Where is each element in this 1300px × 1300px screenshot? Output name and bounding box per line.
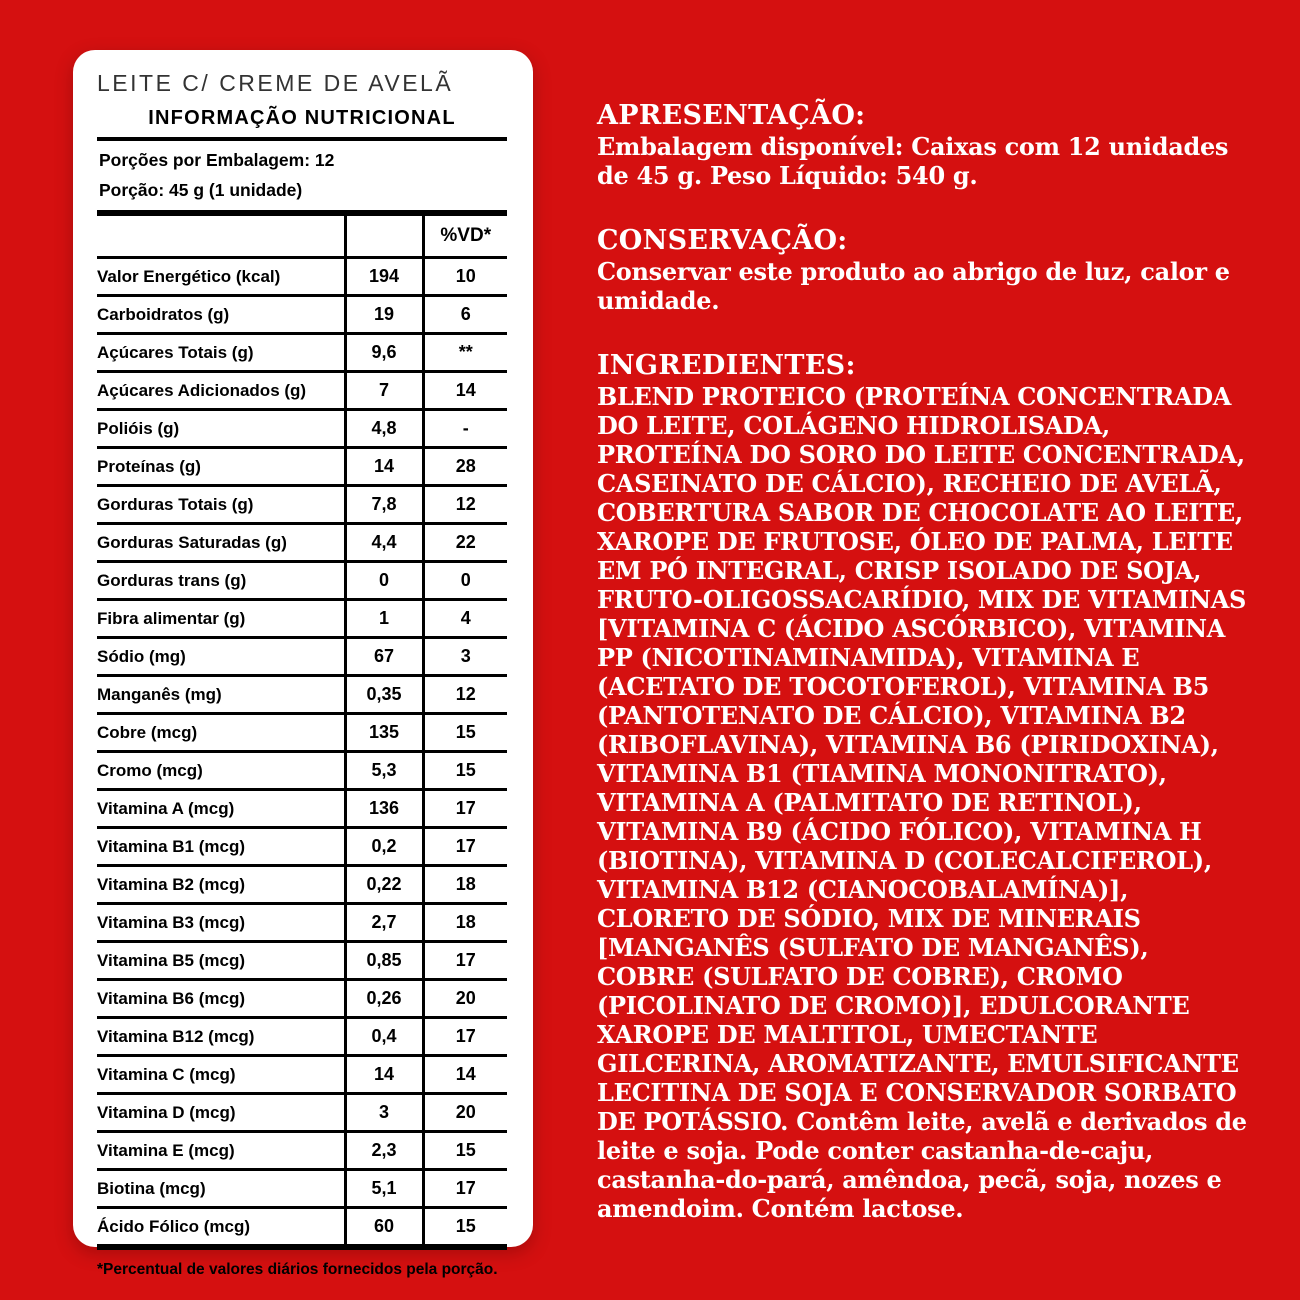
apresentacao-body: Embalagem disponível: Caixas com 12 unidades de 45 g. Peso Líquido: 540 g.	[597, 132, 1229, 190]
header-amount	[345, 213, 423, 258]
table-row	[97, 980, 507, 1018]
nutrient-vd: 17	[423, 790, 507, 828]
nutrient-vd: 17	[423, 1170, 507, 1208]
nutrient-value: 0,22	[345, 866, 423, 904]
nutrient-vd: **	[423, 334, 507, 372]
nutrient-label: Sódio (mg)	[97, 638, 345, 676]
nutrient-label: Gorduras Saturadas (g)	[97, 524, 345, 562]
nutrient-value: 1	[345, 600, 423, 638]
nutrient-vd: 18	[423, 904, 507, 942]
table-row	[97, 524, 507, 562]
table-row	[97, 1094, 507, 1132]
nutrient-vd: 15	[423, 1208, 507, 1248]
table-row	[97, 866, 507, 904]
nutrition-table-body	[97, 258, 507, 1248]
nutrient-value: 5,3	[345, 752, 423, 790]
nutrient-vd: 3	[423, 638, 507, 676]
nutrient-label: Polióis (g)	[97, 410, 345, 448]
nutrient-label: Fibra alimentar (g)	[97, 600, 345, 638]
nutrient-label: Cromo (mcg)	[97, 752, 345, 790]
nutrient-label: Vitamina B12 (mcg)	[97, 1018, 345, 1056]
nutrient-value: 7	[345, 372, 423, 410]
table-row	[97, 486, 507, 524]
table-row	[97, 562, 507, 600]
ingredientes-heading: INGREDIENTES:	[597, 350, 856, 381]
table-row	[97, 904, 507, 942]
apresentacao-heading: APRESENTAÇÃO:	[597, 100, 866, 131]
section-conservacao	[597, 225, 1252, 315]
table-row	[97, 1208, 507, 1248]
table-row	[97, 1132, 507, 1170]
table-row	[97, 296, 507, 334]
nutrient-vd: 22	[423, 524, 507, 562]
nutrient-value: 0,4	[345, 1018, 423, 1056]
nutrient-value: 0,85	[345, 942, 423, 980]
nutrient-label: Açúcares Adicionados (g)	[97, 372, 345, 410]
right-text-column	[597, 100, 1252, 1223]
nutrient-value: 5,1	[345, 1170, 423, 1208]
nutrient-value: 3	[345, 1094, 423, 1132]
nutrient-label: Vitamina B1 (mcg)	[97, 828, 345, 866]
nutrient-label: Ácido Fólico (mcg)	[97, 1216, 250, 1236]
nutrient-value: 0,2	[345, 828, 423, 866]
nutrient-label: Vitamina E (mcg)	[97, 1132, 345, 1170]
nutrient-label: Vitamina B2 (mcg)	[97, 866, 345, 904]
header-nutrient	[97, 213, 345, 258]
table-row	[97, 638, 507, 676]
nutrient-value: 4,4	[345, 524, 423, 562]
nutrition-table	[97, 210, 507, 1250]
table-row	[97, 828, 507, 866]
nutrition-label-card	[73, 50, 533, 1278]
table-row	[97, 1056, 507, 1094]
nutrient-vd: 15	[423, 1132, 507, 1170]
nutrient-label: Valor Energético (kcal)	[97, 258, 345, 296]
nutrient-label: Cobre (mcg)	[97, 714, 345, 752]
table-header-row	[97, 213, 507, 258]
nutrient-vd: 6	[423, 296, 507, 334]
nutrient-vd: 17	[423, 828, 507, 866]
nutrient-vd: 15	[423, 752, 507, 790]
nutrient-value: 4,8	[345, 410, 423, 448]
table-row	[97, 372, 507, 410]
nutrient-value: 19	[345, 296, 423, 334]
nutrient-vd: 14	[423, 1056, 507, 1094]
nutrient-label: Manganês (mg)	[97, 676, 345, 714]
table-row	[97, 600, 507, 638]
ingredientes-body: BLEND PROTEICO (PROTEÍNA CONCENTRADA DO LEITE, COLÁGENO HIDROLISADA, PROTEÍNA DO SORO DO LEITE CONCENTRADA, CASEINATO DE CÁLCIO), RECHEIO DE AVELÃ, COBERTURA SABOR DE CHOCOLATE AO LEITE, XAROPE DE FRUTOSE, ÓLEO DE PALMA, LEITE EM PÓ INTEGRAL, CRISP ISOLADO DE SOJA, FRUTO-OLIGOSSACARÍDIO, MIX DE VITAMINAS [VITAMINA C (ÁCIDO ASCÓRBICO), VITAMINA PP (NICOTINAMINAMIDA), VITAMINA E (ACETATO DE TOCOTOFEROL), VITAMINA B5 (PANTOTENATO DE CÁLCIO), VITAMINA B2 (RIBOFLAVINA), VITAMINA B6 (PIRIDOXINA), VITAMINA B1 (TIAMINA MONONITRATO), VITAMINA A (PALMITATO DE RETINOL), VITAMINA B9 (ÁCIDO FÓLICO), VITAMINA H (BIOTINA), VITAMINA D (COLECALCIFEROL), VITAMINA B12 (CIANOCOBALAMÍNA)], CLORETO DE SÓDIO, MIX DE MINERAIS [MANGANÊS (SULFATO DE MANGANÊS), COBRE (SULFATO DE COBRE), CROMO (PICOLINATO DE CROMO)], EDULCORANTE XAROPE DE MALTITOL, UMECTANTE GILCERINA, AROMATIZANTE, EMULSIFICANTE LECITINA DE SOJA E CONSERVADOR SORBATO DE POTÁSSIO. Contêm leite, avelã e derivados de leite e soja. Pode conter castanha-de-caju, castanha-do-pará, amêndoa, pecã, soja, nozes e amendoim. Contém lactose.	[597, 382, 1247, 1223]
conservacao-body: Conservar este produto ao abrigo de luz, calor e umidade.	[597, 257, 1230, 315]
nutrient-vd: -	[423, 410, 507, 448]
conservacao-heading: CONSERVAÇÃO:	[597, 225, 848, 256]
nutrient-label: Vitamina A (mcg)	[97, 790, 345, 828]
nutrient-value: 9,6	[345, 334, 423, 372]
nutrient-value: 194	[345, 258, 423, 296]
nutrient-label: Açúcares Totais (g)	[97, 334, 345, 372]
nutrient-value: 14	[345, 1056, 423, 1094]
nutrient-label: Proteínas (g)	[97, 448, 345, 486]
serving-size: Porção: 45 g (1 unidade)	[99, 180, 303, 200]
section-apresentacao	[597, 100, 1252, 190]
nutrient-value: 2,3	[345, 1132, 423, 1170]
nutrient-vd: 15	[423, 714, 507, 752]
nutrient-label: Carboidratos (g)	[97, 296, 345, 334]
table-row	[97, 1170, 507, 1208]
nutrient-vd: 20	[423, 1094, 507, 1132]
nutrient-vd: 20	[423, 980, 507, 1018]
nutrient-label: Biotina (mcg)	[97, 1170, 345, 1208]
nutrient-value: 136	[345, 790, 423, 828]
table-row	[97, 258, 507, 296]
nutrient-vd: 18	[423, 866, 507, 904]
nutrient-value: 7,8	[345, 486, 423, 524]
nutrient-label: Gorduras Totais (g)	[97, 486, 345, 524]
nutrient-value: 2,7	[345, 904, 423, 942]
nutrient-vd: 17	[423, 1018, 507, 1056]
nutrient-label: Vitamina B5 (mcg)	[97, 942, 345, 980]
nutrient-value: 14	[345, 448, 423, 486]
nutrient-vd: 4	[423, 600, 507, 638]
nutrient-value: 0,26	[345, 980, 423, 1018]
nutrient-label: Gorduras trans (g)	[97, 562, 345, 600]
servings-per-package: Porções por Embalagem: 12	[99, 150, 335, 170]
vd-footnote: *Percentual de valores diários fornecidos pela porção.	[97, 1261, 498, 1278]
nutrient-vd: 28	[423, 448, 507, 486]
table-row	[97, 752, 507, 790]
table-row	[97, 714, 507, 752]
table-row	[97, 676, 507, 714]
nutrient-value: 0,35	[345, 676, 423, 714]
section-ingredientes	[597, 350, 1252, 1223]
nutrient-label: Vitamina B3 (mcg)	[97, 904, 345, 942]
nutrient-value: 67	[345, 638, 423, 676]
nutrient-vd: 10	[423, 258, 507, 296]
table-row	[97, 448, 507, 486]
product-title: LEITE C/ CREME DE AVELÃ	[97, 70, 454, 96]
table-row	[97, 790, 507, 828]
nutrient-vd: 12	[423, 486, 507, 524]
nutrient-value: 135	[345, 714, 423, 752]
nutrient-vd: 0	[423, 562, 507, 600]
nutrition-facts-title: INFORMAÇÃO NUTRICIONAL	[97, 107, 507, 141]
nutrient-vd: 17	[423, 942, 507, 980]
nutrient-value: 0	[345, 562, 423, 600]
table-row	[97, 942, 507, 980]
header-vd: %VD*	[423, 213, 507, 258]
nutrient-vd: 12	[423, 676, 507, 714]
nutrient-label: Vitamina C (mcg)	[97, 1056, 345, 1094]
table-row	[97, 334, 507, 372]
nutrient-label: Vitamina D (mcg)	[97, 1094, 345, 1132]
table-row	[97, 410, 507, 448]
nutrient-vd: 14	[423, 372, 507, 410]
table-row	[97, 1018, 507, 1056]
nutrient-value: 60	[345, 1208, 423, 1248]
nutrient-label: Vitamina B6 (mcg)	[97, 980, 345, 1018]
